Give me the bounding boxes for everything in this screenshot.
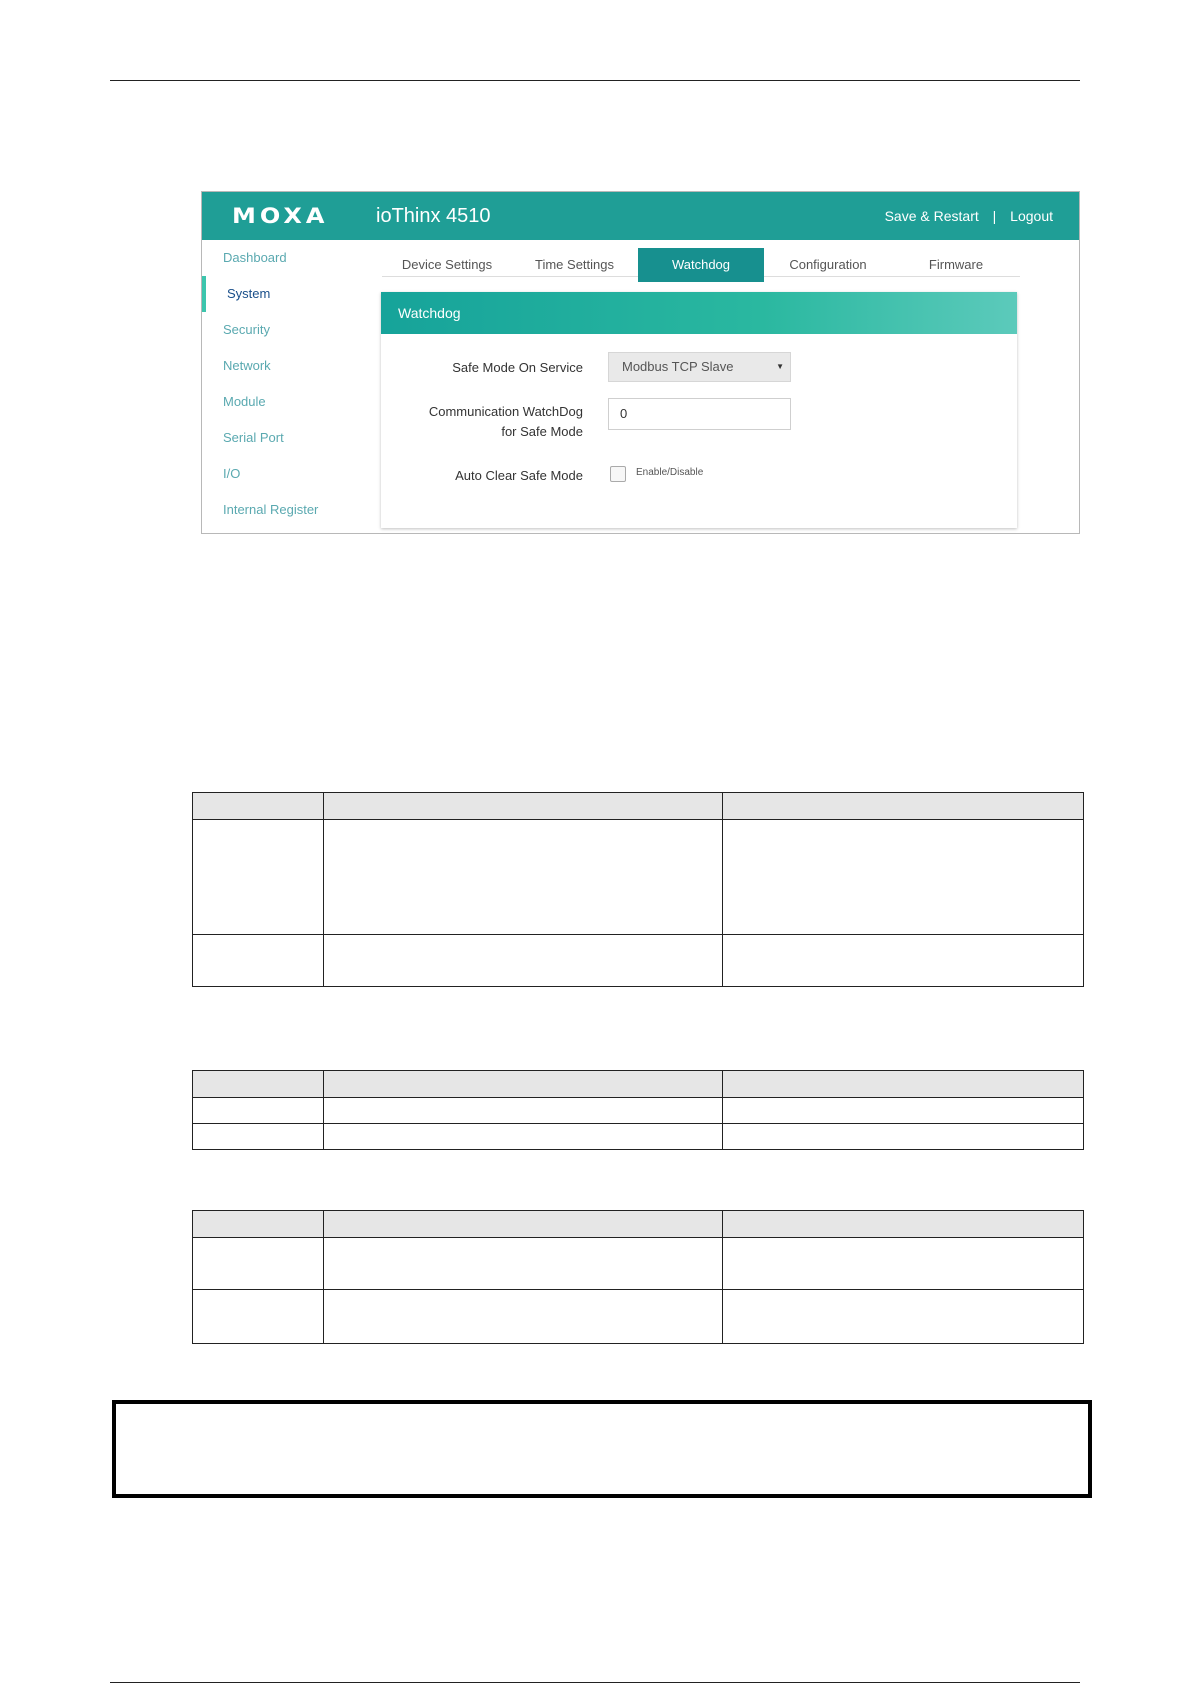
panel-title: Watchdog bbox=[381, 292, 1017, 334]
tab-device-settings[interactable]: Device Settings bbox=[401, 257, 493, 272]
app-screenshot bbox=[201, 191, 1080, 534]
tab-watchdog[interactable]: Watchdog bbox=[638, 248, 764, 282]
enable-disable-label: Enable/Disable bbox=[636, 467, 704, 478]
sidebar-item-dashboard[interactable]: Dashboard bbox=[223, 250, 287, 265]
sidebar-item-io[interactable]: I/O bbox=[223, 466, 241, 481]
sidebar-item-serial-port[interactable]: Serial Port bbox=[223, 430, 284, 445]
tab-configuration[interactable]: Configuration bbox=[789, 257, 867, 272]
sidebar-item-security[interactable]: Security bbox=[223, 322, 270, 337]
watchdog-input[interactable]: 0 bbox=[608, 398, 791, 430]
header-separator: | bbox=[992, 208, 997, 224]
auto-clear-checkbox[interactable] bbox=[610, 466, 626, 482]
sidebar-item-network[interactable]: Network bbox=[223, 358, 271, 373]
table-row bbox=[193, 935, 1084, 987]
note-box bbox=[112, 1400, 1092, 1498]
moxa-logo: MOXA bbox=[232, 203, 329, 229]
header-actions bbox=[885, 208, 1053, 224]
tab-time-settings[interactable]: Time Settings bbox=[535, 257, 614, 272]
table-row bbox=[193, 1238, 1084, 1290]
sidebar bbox=[202, 240, 372, 528]
tab-bar bbox=[382, 248, 1020, 277]
table-row bbox=[193, 1290, 1084, 1344]
safe-mode-select[interactable] bbox=[608, 352, 791, 382]
chevron-down-icon: ▼ bbox=[776, 362, 784, 371]
watchdog-panel bbox=[381, 292, 1017, 528]
table-1 bbox=[192, 792, 1084, 987]
app-header bbox=[202, 192, 1079, 240]
table-row bbox=[193, 1124, 1084, 1150]
table-3 bbox=[192, 1210, 1084, 1344]
table-row bbox=[193, 820, 1084, 935]
save-restart-link[interactable]: Save & Restart bbox=[884, 208, 979, 224]
tab-firmware[interactable]: Firmware bbox=[928, 257, 984, 272]
watchdog-label-line2: for Safe Mode bbox=[501, 424, 583, 439]
table-2 bbox=[192, 1070, 1084, 1150]
watchdog-label-line1: Communication WatchDog bbox=[428, 404, 583, 419]
logout-link[interactable]: Logout bbox=[1010, 208, 1053, 224]
top-rule bbox=[110, 80, 1080, 81]
sidebar-item-module[interactable]: Module bbox=[223, 394, 266, 409]
safe-mode-value: Modbus TCP Slave bbox=[622, 359, 734, 374]
sidebar-item-internal-register[interactable]: Internal Register bbox=[223, 502, 319, 517]
auto-clear-label: Auto Clear Safe Mode bbox=[455, 468, 583, 483]
bottom-rule bbox=[110, 1682, 1080, 1683]
sidebar-item-system[interactable]: System bbox=[202, 276, 372, 312]
table-row bbox=[193, 1098, 1084, 1124]
safe-mode-label: Safe Mode On Service bbox=[452, 360, 583, 375]
product-name: ioThinx 4510 bbox=[376, 205, 491, 227]
